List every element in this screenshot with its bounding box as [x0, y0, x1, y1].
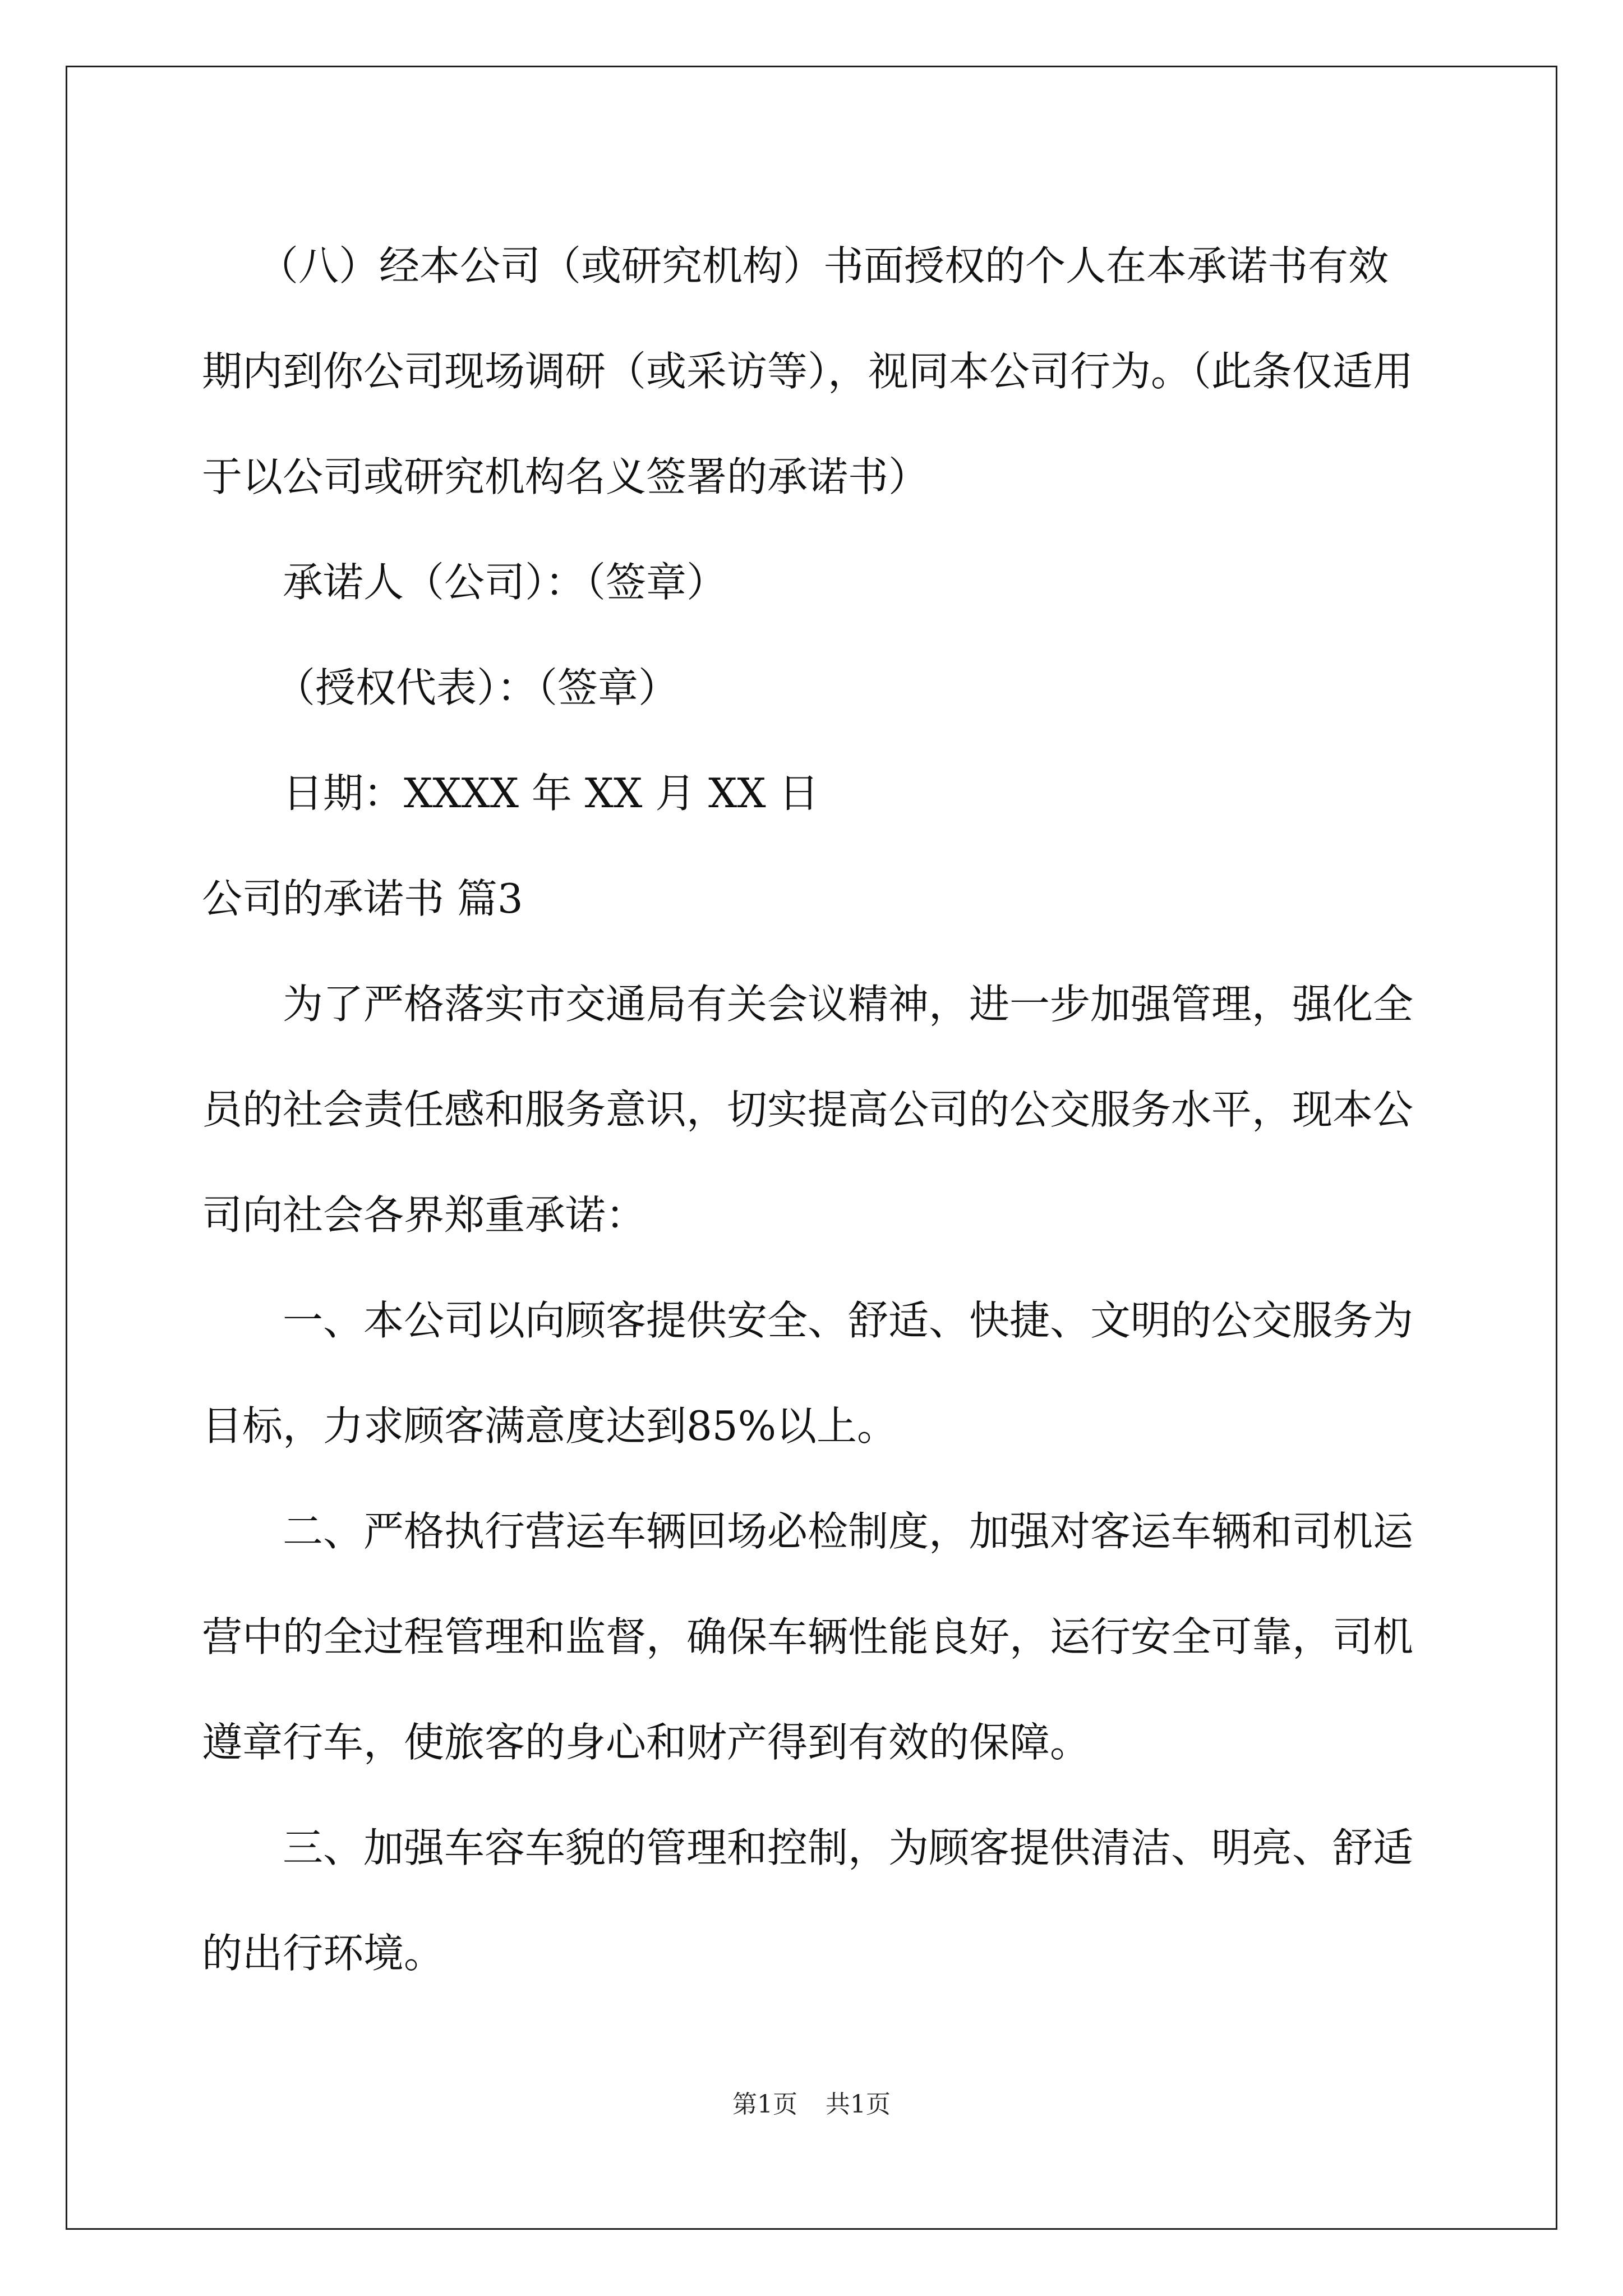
page-number: 第1页	[732, 2090, 797, 2119]
document-body	[202, 213, 1430, 2006]
paragraph-line: （八）经本公司（或研究机构）书面授权的个人在本承诺书有效	[258, 242, 1389, 289]
page-total: 共1页	[826, 2090, 891, 2119]
article-title: 公司的承诺书 篇3	[202, 875, 523, 922]
paragraph-intro	[202, 951, 1430, 1268]
paragraph-item-1	[202, 1268, 1430, 1479]
signature-promisor: 承诺人（公司）：（签章）	[283, 559, 727, 606]
paragraph-item-2	[202, 1479, 1430, 1795]
paragraph-line: 司向社会各界郑重承诺：	[202, 1191, 647, 1239]
section-8-paragraph	[202, 213, 1430, 530]
paragraph-line: 目标，力求顾客满意度达到85%以上。	[202, 1402, 898, 1450]
paragraph-line: 一、本公司以向顾客提供安全、舒适、快捷、文明的公交服务为	[283, 1297, 1414, 1344]
signature-date: 日期：XXXX 年 XX 月 XX 日	[283, 770, 819, 817]
paragraph-line: 三、加强车容车貌的管理和控制，为顾客提供清洁、明亮、舒适	[283, 1824, 1414, 1871]
paragraph-item-3	[202, 1795, 1430, 2006]
paragraph-line: 员的社会责任感和服务意识，切实提高公司的公交服务水平，现本公	[202, 1086, 1414, 1133]
paragraph-line: 期内到你公司现场调研（或采访等），视同本公司行为。（此条仅适用	[202, 348, 1414, 395]
paragraph-line: 为了严格落实市交通局有关会议精神，进一步加强管理，强化全	[283, 981, 1414, 1028]
page-footer	[0, 2084, 1623, 2120]
paragraph-line: 于以公司或研究机构名义签署的承诺书）	[202, 453, 929, 500]
paragraph-line: 的出行环境。	[202, 1930, 445, 1977]
paragraph-line: 营中的全过程管理和监督，确保车辆性能良好，运行安全可靠，司机	[202, 1613, 1414, 1660]
paragraph-line: 遵章行车，使旅客的身心和财产得到有效的保障。	[202, 1719, 1091, 1766]
signature-representative: （授权代表）：（签章）	[275, 664, 679, 711]
paragraph-line: 二、严格执行营运车辆回场必检制度，加强对客运车辆和司机运	[283, 1508, 1414, 1555]
